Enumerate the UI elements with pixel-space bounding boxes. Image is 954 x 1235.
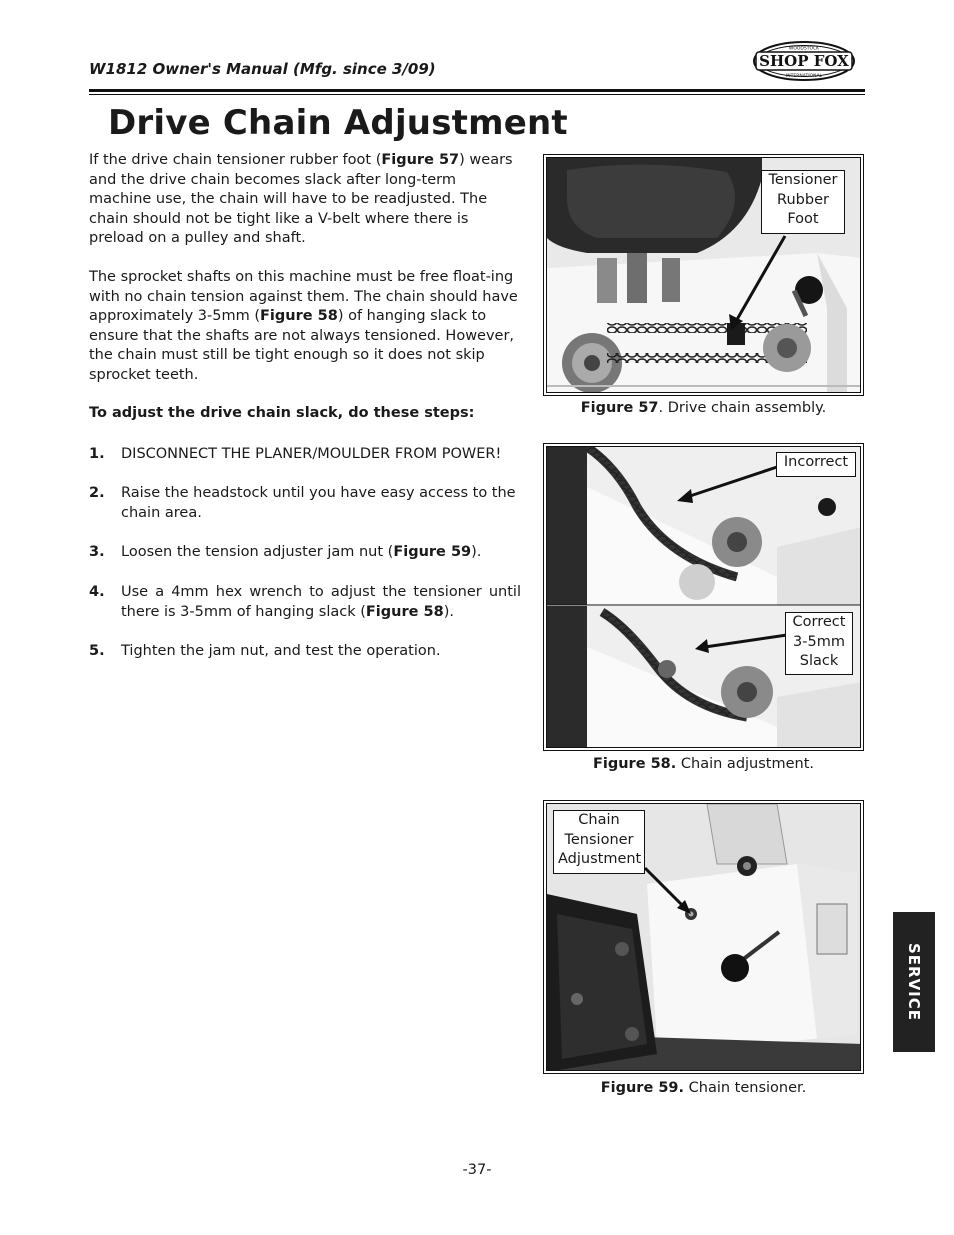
- manual-title: W1812 Owner's Manual (Mfg. since 3/09): [89, 60, 436, 78]
- step-text: Raise the headstock until you have easy access to the chain area.: [121, 485, 516, 521]
- step-number: 2.: [89, 485, 105, 501]
- figure-59-caption: [543, 1080, 864, 1096]
- header-rule-thick: [89, 89, 865, 92]
- callout-line: Foot: [787, 211, 819, 227]
- figure-label: Figure 59.: [600, 1080, 685, 1096]
- figure-label: Figure 57: [580, 400, 659, 416]
- callout-line: Adjustment: [558, 851, 642, 867]
- step-text: DISCONNECT THE PLANER/MOULDER FROM POWER!: [121, 446, 502, 462]
- step-text: [121, 583, 521, 622]
- callout-line: Correct: [792, 614, 846, 630]
- callout-incorrect: [776, 452, 856, 477]
- slack-paragraph: [89, 268, 521, 386]
- section-tab-service: [893, 912, 935, 1052]
- callout-line: Tensioner: [564, 831, 634, 848]
- page-title: Drive Chain Adjustment: [108, 103, 568, 143]
- figure-reference: Figure 58: [365, 603, 444, 620]
- text-run: ) of hanging slack to ensure that the shafts are not always tensioned. However, the chain must still be tight enough so it does not skip sprocket teeth.: [89, 308, 515, 383]
- callout-line: Slack: [799, 653, 839, 669]
- text-run: Use a 4mm hex wrench to adjust the tensioner until there is 3-5mm of hanging slack (: [121, 584, 521, 620]
- text-run: If the drive chain tensioner rubber foot (: [89, 152, 382, 168]
- caption-text: Chain tensioner.: [684, 1080, 807, 1096]
- step-text: Tighten the jam nut, and test the operation.: [121, 643, 441, 659]
- callout-line: 3-5mm: [793, 633, 845, 650]
- caption-text: Chain adjustment.: [676, 756, 815, 772]
- figure-58-caption: [543, 756, 864, 772]
- callout-line: Chain: [578, 812, 620, 828]
- figure-reference: Figure 58: [260, 308, 338, 325]
- figure-reference: Figure 59: [393, 544, 472, 560]
- steps-heading: To adjust the drive chain slack, do these steps:: [89, 405, 475, 421]
- text-run: ) wears and the drive chain becomes slack after long-term machine use, the chain will have to be readjusted. The chain should not be tight like a V-belt where there is preload on a pulley and shaft.: [89, 152, 513, 247]
- step-number: 3.: [89, 544, 105, 560]
- text-run: ).: [443, 603, 454, 620]
- callout-chain-tensioner-adjustment: [553, 810, 645, 874]
- text-run: ).: [471, 544, 482, 560]
- text-run: Loosen the tension adjuster jam nut (: [121, 544, 394, 560]
- section-tab-label: SERVICE: [905, 942, 923, 1022]
- step-number: 5.: [89, 643, 105, 659]
- callout-tensioner-rubber-foot: [761, 170, 845, 234]
- shop-fox-logo: [752, 40, 856, 82]
- figure-reference: Figure 57: [381, 152, 460, 168]
- text-run: The sprocket shafts on this machine must be free float-ing with no chain tension against them. The chain should have approximately 3-5mm (: [89, 269, 518, 325]
- figure-label: Figure 58.: [592, 756, 677, 772]
- callout-line: Tensioner: [768, 172, 838, 188]
- step-number: 1.: [89, 446, 105, 462]
- callout-correct-slack: [785, 612, 853, 675]
- figure-57-caption: [543, 400, 864, 416]
- page-number: -37-: [462, 1162, 492, 1178]
- logo-ring-top-text: WOODSTOCK: [788, 46, 820, 52]
- intro-paragraph: [89, 151, 521, 249]
- caption-text: . Drive chain assembly.: [658, 400, 827, 416]
- logo-brand-text: SHOP FOX: [759, 52, 849, 70]
- callout-line: Incorrect: [783, 454, 849, 470]
- callout-line: Rubber: [777, 191, 829, 208]
- step-text: [121, 543, 521, 563]
- figure-58-photo: [543, 443, 864, 751]
- logo-ring-bottom-text: INTERNATIONAL: [785, 74, 823, 79]
- header-rule-thin: [89, 94, 865, 95]
- step-number: 4.: [89, 584, 105, 600]
